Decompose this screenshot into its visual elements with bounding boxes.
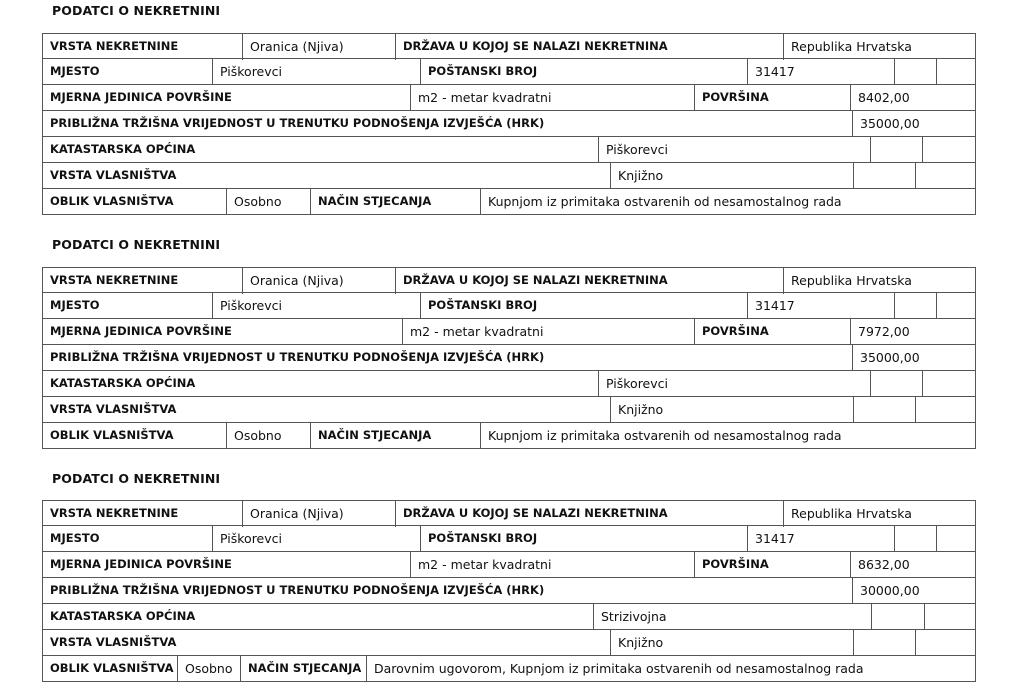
empty-cell [936, 59, 976, 85]
label-vrsta-vlasnistva: VRSTA VLASNIŠTVA [42, 397, 610, 423]
value-povrsina: 8632,00 [850, 552, 976, 578]
value-nacin-stjecanja: Kupnjom iz primitaka ostvarenih od nesamostalnog rada [480, 423, 976, 449]
empty-cell [915, 163, 976, 189]
value-katastarska-opcina: Piškorevci [598, 137, 870, 163]
empty-cell [894, 293, 936, 319]
value-nacin-stjecanja: Kupnjom iz primitaka ostvarenih od nesamostalnog rada [480, 189, 976, 215]
label-mjesto: MJESTO [42, 293, 212, 319]
label-povrsina: POVRŠINA [694, 85, 850, 111]
empty-cell [936, 293, 976, 319]
value-mjesto: Piškorevci [212, 526, 420, 552]
label-trzisna-vrijednost: PRIBLIŽNA TRŽIŠNA VRIJEDNOST U TRENUTKU PODNOŠENJA IZVJEŠĆA (HRK) [42, 345, 852, 371]
value-mjerna-jedinica: m2 - metar kvadratni [410, 552, 694, 578]
row-mjesto [42, 59, 976, 85]
label-vrsta-vlasnistva: VRSTA VLASNIŠTVA [42, 163, 610, 189]
value-drzava: Republika Hrvatska [783, 501, 976, 527]
section-heading: PODATCI O NEKRETNINI [52, 237, 221, 252]
row-mjerna-jedinica [42, 319, 976, 345]
empty-cell [894, 59, 936, 85]
section-heading: PODATCI O NEKRETNINI [52, 471, 221, 486]
row-trzisna-vrijednost [42, 111, 976, 137]
label-drzava: DRŽAVA U KOJOJ SE NALAZI NEKRETNINA [395, 34, 783, 60]
label-mjesto: MJESTO [42, 526, 212, 552]
row-vrsta-nekretnine [42, 267, 976, 293]
value-drzava: Republika Hrvatska [783, 268, 976, 294]
label-nacin-stjecanja: NAČIN STJECANJA [310, 423, 480, 449]
row-trzisna-vrijednost [42, 345, 976, 371]
value-oblik-vlasnistva: Osobno [177, 656, 240, 682]
label-oblik-vlasnistva: OBLIK VLASNIŠTVA [42, 656, 177, 682]
row-vrsta-vlasnistva [42, 163, 976, 189]
label-drzava: DRŽAVA U KOJOJ SE NALAZI NEKRETNINA [395, 501, 783, 527]
value-vrsta-vlasnistva: Knjižno [610, 163, 853, 189]
label-postanski-broj: POŠTANSKI BROJ [420, 59, 747, 85]
value-oblik-vlasnistva: Osobno [226, 189, 310, 215]
section-heading: PODATCI O NEKRETNINI [52, 3, 221, 18]
empty-cell [894, 526, 936, 552]
row-mjerna-jedinica [42, 85, 976, 111]
value-mjesto: Piškorevci [212, 293, 420, 319]
label-oblik-vlasnistva: OBLIK VLASNIŠTVA [42, 189, 226, 215]
label-trzisna-vrijednost: PRIBLIŽNA TRŽIŠNA VRIJEDNOST U TRENUTKU PODNOŠENJA IZVJEŠĆA (HRK) [42, 578, 852, 604]
row-mjesto [42, 526, 976, 552]
value-povrsina: 7972,00 [850, 319, 976, 345]
label-katastarska-opcina: KATASTARSKA OPĆINA [42, 371, 598, 397]
row-mjerna-jedinica [42, 552, 976, 578]
label-drzava: DRŽAVA U KOJOJ SE NALAZI NEKRETNINA [395, 268, 783, 294]
row-vrsta-nekretnine [42, 33, 976, 59]
row-vrsta-vlasnistva [42, 630, 976, 656]
row-oblik-vlasnistva [42, 423, 976, 449]
label-mjerna-jedinica: MJERNA JEDINICA POVRŠINE [42, 319, 402, 345]
row-trzisna-vrijednost [42, 578, 976, 604]
label-nacin-stjecanja: NAČIN STJECANJA [310, 189, 480, 215]
empty-cell [871, 604, 924, 630]
empty-cell [924, 604, 976, 630]
value-postanski-broj: 31417 [747, 293, 894, 319]
value-vrsta-nekretnine: Oranica (Njiva) [242, 268, 395, 294]
row-oblik-vlasnistva [42, 656, 976, 682]
label-postanski-broj: POŠTANSKI BROJ [420, 293, 747, 319]
empty-cell [915, 630, 976, 656]
empty-cell [922, 137, 976, 163]
value-trzisna-vrijednost: 30000,00 [852, 578, 976, 604]
label-mjerna-jedinica: MJERNA JEDINICA POVRŠINE [42, 552, 410, 578]
label-mjesto: MJESTO [42, 59, 212, 85]
empty-cell [853, 397, 915, 423]
value-vrsta-vlasnistva: Knjižno [610, 397, 853, 423]
label-postanski-broj: POŠTANSKI BROJ [420, 526, 747, 552]
empty-cell [936, 526, 976, 552]
label-nacin-stjecanja: NAČIN STJECANJA [240, 656, 366, 682]
label-oblik-vlasnistva: OBLIK VLASNIŠTVA [42, 423, 226, 449]
empty-cell [915, 397, 976, 423]
empty-cell [870, 371, 922, 397]
empty-cell [853, 163, 915, 189]
value-mjesto: Piškorevci [212, 59, 420, 85]
label-vrsta-nekretnine: VRSTA NEKRETNINE [42, 501, 242, 527]
empty-cell [922, 371, 976, 397]
value-povrsina: 8402,00 [850, 85, 976, 111]
empty-cell [853, 630, 915, 656]
row-katastarska-opcina [42, 137, 976, 163]
label-trzisna-vrijednost: PRIBLIŽNA TRŽIŠNA VRIJEDNOST U TRENUTKU PODNOŠENJA IZVJEŠĆA (HRK) [42, 111, 852, 137]
value-vrsta-nekretnine: Oranica (Njiva) [242, 501, 395, 527]
value-postanski-broj: 31417 [747, 526, 894, 552]
value-drzava: Republika Hrvatska [783, 34, 976, 60]
row-katastarska-opcina [42, 604, 976, 630]
value-vrsta-vlasnistva: Knjižno [610, 630, 853, 656]
value-katastarska-opcina: Strizivojna [593, 604, 871, 630]
label-vrsta-nekretnine: VRSTA NEKRETNINE [42, 34, 242, 60]
value-katastarska-opcina: Piškorevci [598, 371, 870, 397]
row-mjesto [42, 293, 976, 319]
label-mjerna-jedinica: MJERNA JEDINICA POVRŠINE [42, 85, 410, 111]
value-postanski-broj: 31417 [747, 59, 894, 85]
label-katastarska-opcina: KATASTARSKA OPĆINA [42, 604, 593, 630]
label-povrsina: POVRŠINA [694, 319, 850, 345]
value-oblik-vlasnistva: Osobno [226, 423, 310, 449]
value-nacin-stjecanja: Darovnim ugovorom, Kupnjom iz primitaka ostvarenih od nesamostalnog rada [366, 656, 976, 682]
row-vrsta-nekretnine [42, 500, 976, 526]
value-trzisna-vrijednost: 35000,00 [852, 111, 976, 137]
value-vrsta-nekretnine: Oranica (Njiva) [242, 34, 395, 60]
value-mjerna-jedinica: m2 - metar kvadratni [402, 319, 694, 345]
label-vrsta-nekretnine: VRSTA NEKRETNINE [42, 268, 242, 294]
row-katastarska-opcina [42, 371, 976, 397]
label-povrsina: POVRŠINA [694, 552, 850, 578]
row-vrsta-vlasnistva [42, 397, 976, 423]
label-vrsta-vlasnistva: VRSTA VLASNIŠTVA [42, 630, 610, 656]
value-trzisna-vrijednost: 35000,00 [852, 345, 976, 371]
label-katastarska-opcina: KATASTARSKA OPĆINA [42, 137, 598, 163]
value-mjerna-jedinica: m2 - metar kvadratni [410, 85, 694, 111]
empty-cell [870, 137, 922, 163]
row-oblik-vlasnistva [42, 189, 976, 215]
